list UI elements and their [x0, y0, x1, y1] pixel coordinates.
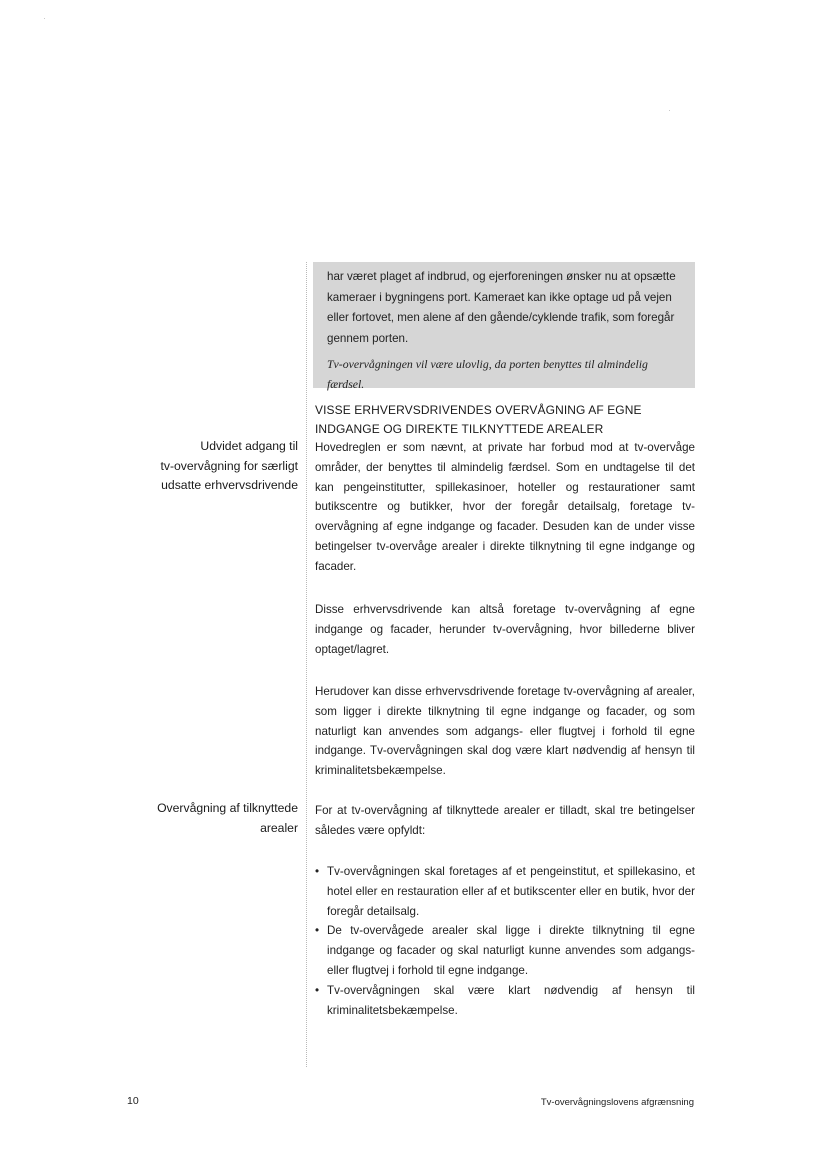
list-item	[315, 862, 695, 921]
margin-rule	[306, 262, 307, 1067]
side-note-udvidet-adgang	[118, 437, 298, 496]
paragraph-conditions	[315, 801, 695, 841]
list-item-text: Tv-overvågningen skal foretages af et pengeinstitut, et spillekasino, et hotel eller en restauration eller af et butikscenter eller en butik, hvor der foregår detailsalg.	[327, 865, 695, 918]
list-item	[315, 921, 695, 980]
bullet-icon: •	[315, 865, 320, 878]
side-note-line: Udvidet adgang til	[200, 439, 298, 453]
example-text: har været plaget af indbrud, og ejerforeningen ønsker nu at opsætte kameraer i bygningens port. Kameraet kan ikke optage ud på vejen eller fortovet, men alene af den gående/cyklende trafik, som foregår gennem porten.	[327, 270, 676, 345]
section-heading	[315, 401, 695, 438]
list-item	[315, 981, 695, 1021]
bullet-icon: •	[315, 983, 320, 997]
paragraph: Herudover kan disse erhvervsdrivende foretage tv-overvågning af arealer, som ligger i direkte tilknytning til egne indgange og facader, og som naturligt kan anvendes som adgangs- eller flugtvej i forhold til egne indgange. Tv-overvågningen skal dog være klart nødvendig af hensyn til kriminalitetsbekæmpelse.	[315, 685, 695, 778]
side-note-line: udsatte erhvervsdrivende	[161, 478, 298, 492]
side-note-line: tv-overvågning for særligt	[160, 458, 298, 473]
section-heading-line: VISSE ERHVERVSDRIVENDES OVERVÅGNING AF EGNE	[315, 403, 642, 417]
side-note-line: arealer	[260, 820, 298, 835]
example-verdict: Tv-overvågningen vil være ulovlig, da porten benyttes til almindelig færdsel.	[327, 357, 648, 391]
paragraph-main-rule	[315, 438, 695, 577]
list-item-text: De tv-overvågede arealer skal ligge i direkte tilknytning til egne indgange og facader og skal naturligt kunne anvendes som adgangs- eller flugtvej i forhold til egne indgange.	[327, 924, 695, 977]
side-note-line: Overvågning af tilknyttede	[157, 801, 298, 815]
paragraph: Disse erhvervsdrivende kan altså foretage tv-overvågning af egne indgange og facader, herunder tv-overvågning, hvor billederne bliver optaget/lagret.	[315, 603, 695, 656]
conditions-list	[315, 862, 695, 1020]
example-box	[313, 262, 695, 391]
scan-speck	[44, 18, 45, 19]
bullet-icon: •	[315, 924, 320, 938]
paragraph-adjacent-areas	[315, 682, 695, 781]
side-note-tilknyttede-arealer	[118, 799, 298, 838]
running-title: Tv-overvågningslovens afgrænsning	[540, 1097, 694, 1108]
list-item-text: Tv-overvågningen skal være klart nødvendig af hensyn til kriminalitetsbekæmpelse.	[327, 983, 695, 1017]
paragraph: For at tv-overvågning af tilknyttede arealer er tilladt, skal tre betingelser således være opfyldt:	[315, 804, 695, 837]
section-heading-line: INDGANGE OG DIREKTE TILKNYTTEDE AREALER	[315, 421, 604, 436]
page-number: 10	[127, 1095, 139, 1107]
scan-speck	[669, 110, 670, 111]
paragraph: Hovedreglen er som nævnt, at private har forbud mod at tv-overvåge områder, der benyttes til almindelig færdsel. Som en undtagelse til det kan pengeinstitutter, spillekasinoer, hoteller og restaurationer samt butikscentre og butikker, hvor der foregår detailsalg, foretage tv-overvågning af egne indgange og facader. Desuden kan de under visse betingelser tv-overvåge arealer i direkte tilknytning til egne indgange og facader.	[315, 441, 695, 573]
paragraph-own-entrances	[315, 600, 695, 659]
